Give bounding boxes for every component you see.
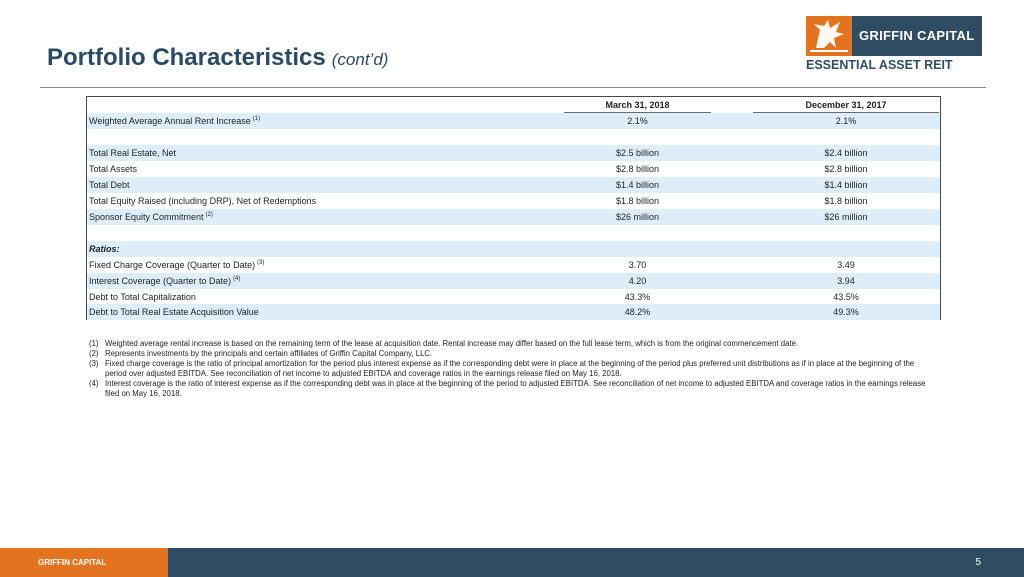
footnote-text: Represents investments by the principals and certain affiliates of Griffin Capital Company, LLC. bbox=[105, 349, 433, 358]
footnote bbox=[89, 339, 929, 349]
row-label: Debt to Total Real Estate Acquisition Value bbox=[89, 307, 259, 317]
column-header-december-2017: December 31, 2017 bbox=[805, 100, 887, 110]
table-row bbox=[87, 257, 940, 273]
table-row bbox=[87, 273, 940, 289]
page-title-suffix: (cont’d) bbox=[331, 50, 389, 69]
row-value-december: $2.4 billion bbox=[824, 148, 868, 158]
row-value-march: $1.4 billion bbox=[615, 180, 660, 190]
footnote-number: (2) bbox=[89, 349, 99, 358]
footnote-number: (3) bbox=[89, 359, 99, 368]
ratios-heading: Ratios: bbox=[89, 244, 120, 254]
row-label: Total Assets bbox=[89, 164, 138, 174]
page-title bbox=[47, 44, 388, 72]
row-value-december: 3.49 bbox=[837, 260, 855, 270]
row-label: Fixed Charge Coverage (Quarter to Date) $^{(3)}$ bbox=[89, 260, 265, 270]
row-value-december: $1.8 billion bbox=[824, 196, 868, 206]
row-value-march: $1.8 billion bbox=[615, 196, 660, 206]
row-value-march: $26 million bbox=[615, 212, 660, 222]
company-logo bbox=[806, 16, 982, 72]
logo-tagline: ESSENTIAL ASSET REIT bbox=[806, 58, 953, 72]
row-label: Total Real Estate, Net bbox=[89, 148, 177, 158]
page-title-text: Portfolio Characteristics bbox=[47, 44, 326, 71]
footnote-number: (4) bbox=[89, 379, 99, 388]
griffin-emblem-icon bbox=[806, 16, 852, 56]
row-value-march: 43.3% bbox=[624, 292, 651, 302]
row-value-december: $26 million bbox=[824, 212, 868, 222]
page-number: 5 bbox=[975, 557, 981, 568]
footnote bbox=[89, 359, 929, 379]
row-value-december: 49.3% bbox=[833, 307, 859, 317]
table-spacer-row bbox=[87, 225, 940, 241]
table-row bbox=[87, 161, 940, 177]
row-value-march: $2.8 billion bbox=[615, 164, 660, 174]
title-divider bbox=[40, 87, 986, 88]
row-value-december: $2.8 billion bbox=[824, 164, 868, 174]
table-row bbox=[87, 209, 940, 225]
table-spacer-row bbox=[87, 129, 940, 145]
row-label: Weighted Average Annual Rent Increase $^{(1)}$ bbox=[89, 116, 261, 126]
table-row bbox=[87, 177, 940, 193]
row-label: Sponsor Equity Commitment $^{(2)}$ bbox=[89, 212, 213, 222]
footnote-text: Interest coverage is the ratio of interest expense as if the corresponding debt was in place at the beginning of the period to adjusted EBITDA. See reconciliation of net income to adjusted EBITDA and coverage ratios in the earnings release filed on May 16, 2018. bbox=[105, 379, 926, 398]
column-header-march-2018: March 31, 2018 bbox=[605, 100, 670, 110]
table-row bbox=[87, 113, 940, 129]
row-value-december: 3.94 bbox=[837, 276, 855, 286]
row-value-march: 4.20 bbox=[628, 276, 647, 286]
footnote bbox=[89, 379, 929, 399]
row-value-march: $2.5 billion bbox=[615, 148, 660, 158]
row-label: Total Debt bbox=[89, 180, 130, 190]
table-row bbox=[87, 193, 940, 209]
footer-bar bbox=[168, 548, 1024, 577]
footnotes bbox=[89, 339, 929, 399]
footnote-text: Weighted average rental increase is based on the remaining term of the lease at acquisition date. Rental increase may differ based on the full lease term, which is from the original commencement date. bbox=[105, 339, 799, 348]
portfolio-table bbox=[86, 96, 941, 320]
footnote-number: (1) bbox=[89, 339, 99, 348]
row-value-march: 2.1% bbox=[627, 116, 648, 126]
footnote-text: Fixed charge coverage is the ratio of principal amortization for the period plus interest expense as if the corresponding debt were in place at the beginning of the period plus preferred unit distributions as if in place at the beginning of the period over adjusted EBITDA. See reconciliation of net income to adjusted EBITDA and coverage ratios in the earnings release filed on May 16, 2018. bbox=[105, 359, 915, 378]
footer-company: GRIFFIN CAPITAL bbox=[38, 558, 107, 567]
row-label: Total Equity Raised (including DRP), Net of Redemptions bbox=[89, 196, 317, 206]
table-section-row bbox=[87, 241, 940, 257]
table-row bbox=[87, 145, 940, 161]
row-label: Interest Coverage (Quarter to Date) $^{(4)}$ bbox=[89, 276, 241, 286]
row-value-march: 3.70 bbox=[628, 260, 647, 270]
row-value-december: 43.5% bbox=[833, 292, 859, 302]
row-label: Debt to Total Capitalization bbox=[89, 292, 196, 302]
row-value-march: 48.2% bbox=[624, 307, 651, 317]
row-value-december: 2.1% bbox=[835, 116, 857, 126]
footnote bbox=[89, 349, 929, 359]
table-row bbox=[87, 304, 940, 320]
table-row bbox=[87, 289, 940, 305]
footer-brand-bar bbox=[0, 548, 168, 577]
row-value-december: $1.4 billion bbox=[824, 180, 868, 190]
logo-brand: GRIFFIN CAPITAL bbox=[859, 28, 975, 43]
table-header-row bbox=[87, 97, 940, 113]
